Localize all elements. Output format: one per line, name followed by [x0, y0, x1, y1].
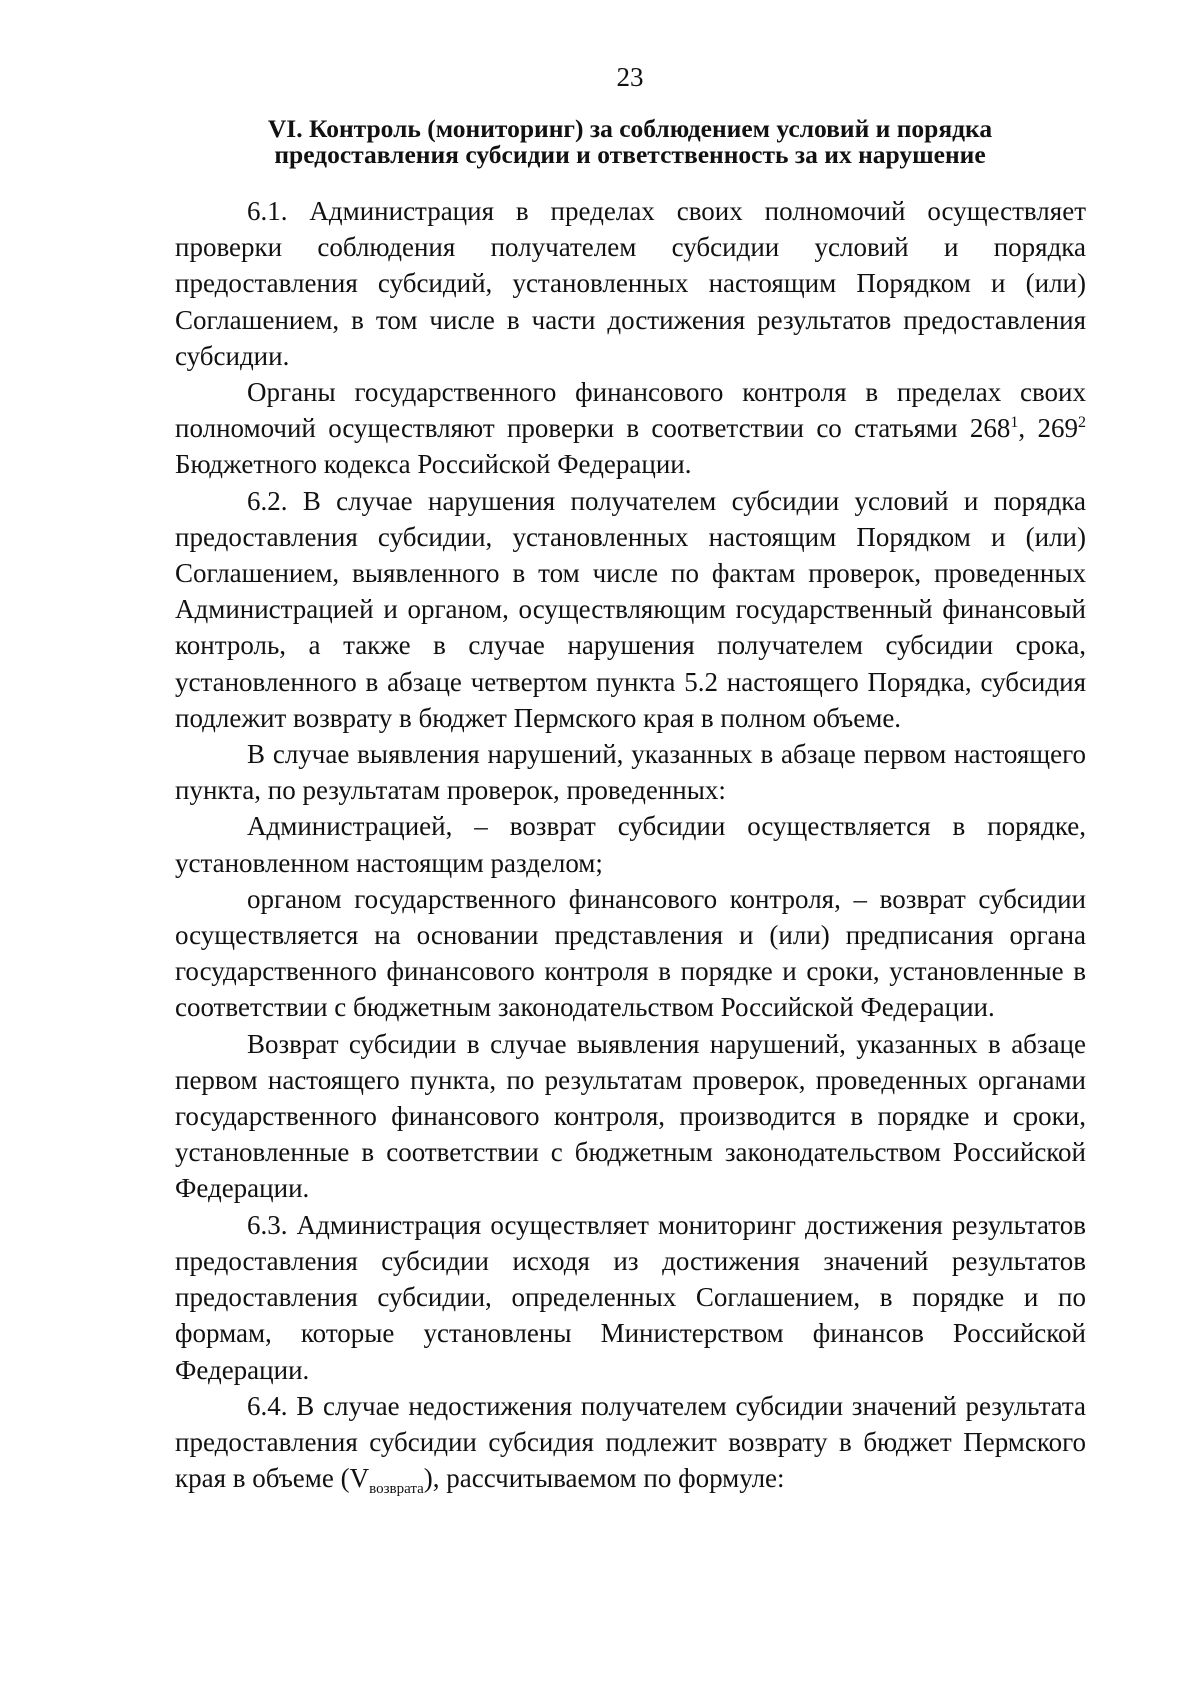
paragraph-text: Органы государственного финансового контроля в пределах своих полномочий осуществляют проверки в соответствии со статьями 268 — [175, 377, 1086, 444]
paragraph-violations: В случае выявления нарушений, указанных в абзаце первом настоящего пункта, по результатам проверок, проведенных: — [175, 739, 1086, 806]
subscript: возврата — [369, 1481, 424, 1498]
paragraph-text: ), рассчитываемом по формуле: — [423, 1463, 785, 1494]
section-heading — [174, 116, 1086, 168]
superscript: 2 — [1078, 414, 1086, 432]
paragraph-6-2: 6.2. В случае нарушения получателем субсидии условий и порядка предоставления субсидии, установленных настоящим Порядком и (или) Соглашением, выявленного в том числе по фактам проверок, проведенных Администрацией и органом, осуществляющим государственный финансовый контроль, а также в случае нарушения получателем субсидии срока, установленного в абзаце четвертом пункта 5.2 настоящего Порядка, субсидия подлежит возврату в бюджет Пермского края в полном объеме. — [175, 485, 1086, 733]
heading-line-1: VI. Контроль (мониторинг) за соблюдением условий и порядка — [267, 114, 993, 143]
paragraph-text: , 269 — [1018, 413, 1078, 444]
superscript: 1 — [1010, 414, 1019, 432]
paragraph-text: 6.4. В случае недостижения получателем субсидии значений результата предоставления субсидии субсидия подлежит возврату в бюджет Пермского края в объеме (V — [175, 1390, 1086, 1494]
document-body — [175, 193, 1086, 1496]
paragraph-6-1: 6.1. Администрация в пределах своих полномочий осуществляет проверки соблюдения получателем субсидии условий и порядка предоставления субсидий, установленных настоящим Порядком и (или) Соглашением, в том числе в части достижения результатов предоставления субсидии. — [175, 196, 1086, 371]
paragraph-6-4 — [175, 1388, 1086, 1497]
paragraph-text: Бюджетного кодекса Российской Федерации. — [175, 449, 692, 480]
paragraph-administration: Администрацией, – возврат субсидии осуществляется в порядке, установленном настоящим разделом; — [175, 811, 1086, 878]
paragraph-6-3: 6.3. Администрация осуществляет мониторинг достижения результатов предоставления субсидии исходя из достижения значений результатов предоставления субсидии, определенных Соглашением, в порядке и по формам, которые установлены Министерством финансов Российской Федерации. — [175, 1209, 1086, 1385]
paragraph-control-bodies — [175, 374, 1086, 483]
paragraph-refund: Возврат субсидии в случае выявления нарушений, указанных в абзаце первом настоящего пункта, по результатам проверок, проведенных органами государственного финансового контроля, производится в порядке и сроки, установленные в соответствии с бюджетным законодательством Российской Федерации. — [175, 1028, 1086, 1204]
paragraph-control-organ: органом государственного финансового контроля, – возврат субсидии осуществляется на основании представления и (или) предписания органа государственного финансового контроля в порядке и сроки, установленные в соответствии с бюджетным законодательством Российской Федерации. — [175, 883, 1086, 1023]
page-number: 23 — [616, 62, 644, 92]
heading-line-2: предоставления субсидии и ответственность за их нарушение — [274, 140, 986, 169]
